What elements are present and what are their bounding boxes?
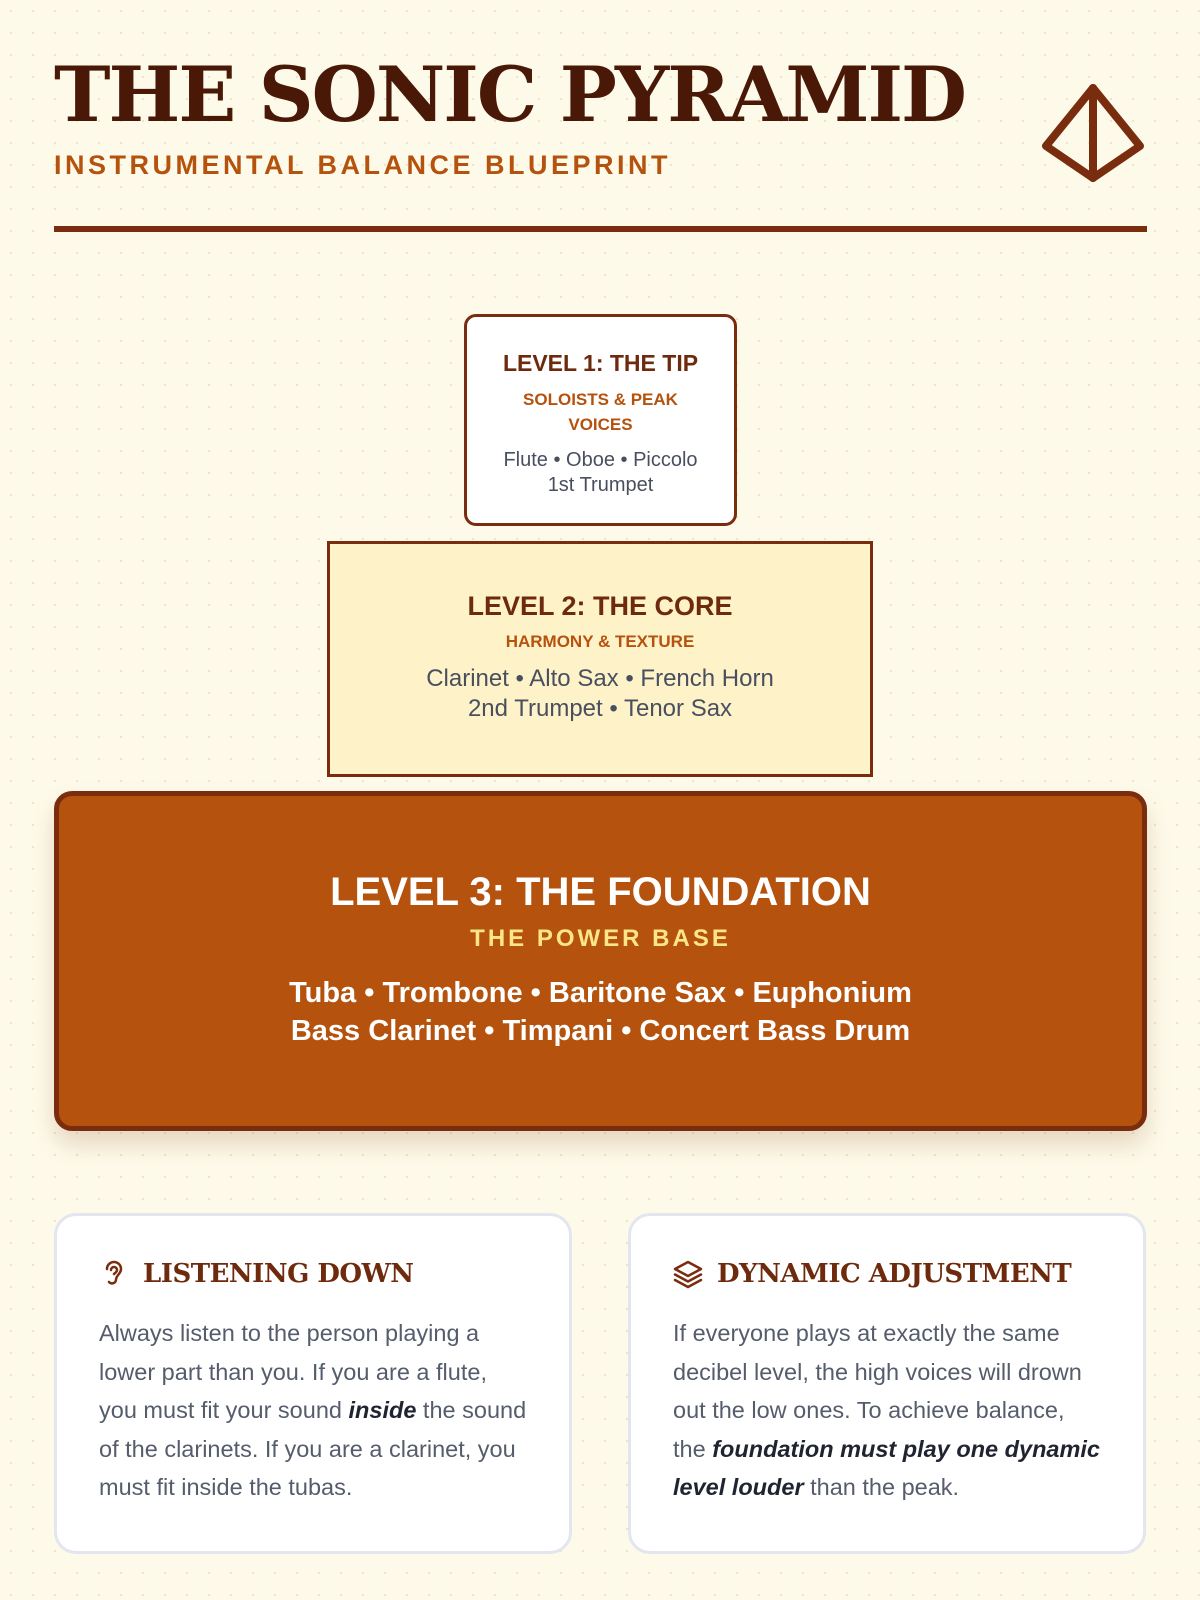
header	[54, 0, 1147, 236]
dynamic-adjustment-card	[628, 1213, 1146, 1554]
text-emphasis: foundation must play one dynamic level louder	[673, 1435, 1100, 1500]
page-subtitle: INSTRUMENTAL BALANCE BLUEPRINT	[54, 150, 671, 180]
text-emphasis: inside	[348, 1397, 417, 1423]
instruments-line: Clarinet • Alto Sax • French Horn	[426, 665, 774, 692]
instruments-line: 1st Trumpet	[547, 474, 654, 496]
pyramid-tier-tip	[464, 314, 737, 526]
text-segment: Always listen to the person playing a lower part than you. If you are a flute, you must fit your sound	[99, 1320, 487, 1423]
tier-title: LEVEL 3: THE FOUNDATION	[330, 870, 871, 914]
tier-subtitle: SOLOISTS & PEAK VOICES	[523, 390, 678, 434]
instruments-line: Flute • Oboe • Piccolo	[503, 449, 698, 471]
tier-instruments	[330, 664, 870, 724]
instruments-line: Bass Clarinet • Timpani • Concert Bass Drum	[290, 1015, 911, 1047]
text-segment: the sound of the clarinets. If you are a clarinet, you must fit inside the tubas.	[99, 1397, 527, 1500]
card-header	[673, 1256, 1103, 1292]
tier-title: LEVEL 2: THE CORE	[467, 591, 733, 621]
instruments-line: 2nd Trumpet • Tenor Sax	[467, 695, 733, 722]
pyramid-icon	[1039, 82, 1147, 186]
page-title: THE SONIC PYRAMID	[54, 50, 965, 139]
tier-title: LEVEL 1: THE TIP	[502, 350, 699, 376]
text-segment: than the peak.	[803, 1474, 960, 1500]
instruments-line: Tuba • Trombone • Baritone Sax • Euphonium	[289, 977, 912, 1009]
text-segment: If everyone plays at exactly the same decibel level, the high voices will drown out the low ones. To achieve balance, the	[673, 1320, 1082, 1462]
card-text	[99, 1314, 529, 1507]
ear-icon	[99, 1257, 129, 1291]
card-title: LISTENING DOWN	[143, 1259, 414, 1289]
pyramid-tier-foundation	[54, 791, 1147, 1131]
header-divider	[54, 226, 1147, 232]
tier-instruments	[467, 448, 734, 498]
card-text	[673, 1314, 1103, 1507]
listening-down-card	[54, 1213, 572, 1554]
tier-subtitle: HARMONY & TEXTURE	[505, 632, 695, 651]
card-title: DYNAMIC ADJUSTMENT	[717, 1259, 1072, 1289]
layers-icon	[673, 1257, 703, 1291]
pyramid-tier-core	[327, 541, 873, 777]
card-header	[99, 1256, 529, 1292]
tier-subtitle: THE POWER BASE	[470, 925, 731, 952]
tier-instruments	[59, 974, 1142, 1050]
